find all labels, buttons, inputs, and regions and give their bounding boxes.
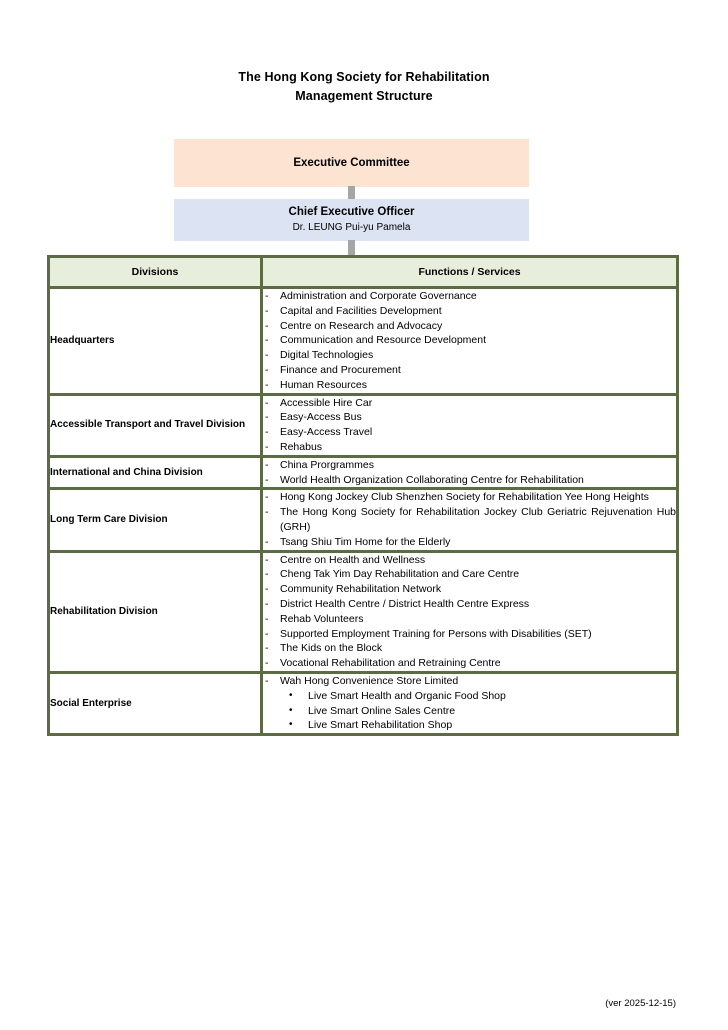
list-item: - Administration and Corporate Governance — [263, 289, 676, 304]
functions-list — [263, 674, 676, 689]
list-item: - Centre on Research and Advocacy — [263, 319, 676, 334]
ceo-title-label: Chief Executive Officer — [288, 206, 415, 218]
list-item: - Capital and Facilities Development — [263, 304, 676, 319]
list-item: - Hong Kong Jockey Club Shenzhen Society for Rehabilitation Yee Hong Heights — [263, 490, 676, 505]
list-item: - Rehab Volunteers — [263, 612, 676, 627]
list-item: - Cheng Tak Yim Day Rehabilitation and Care Centre — [263, 567, 676, 582]
functions-list — [263, 289, 676, 393]
list-item: - Communication and Resource Development — [263, 333, 676, 348]
title-line-1: The Hong Kong Society for Rehabilitation — [238, 70, 490, 84]
list-item: - Finance and Procurement — [263, 363, 676, 378]
division-name: Long Term Care Division — [49, 489, 262, 551]
list-item — [263, 505, 676, 535]
functions-sub-list — [263, 689, 676, 733]
column-header-functions: Functions / Services — [262, 257, 678, 288]
list-item: - Digital Technologies — [263, 348, 676, 363]
list-item: - Easy-Access Travel — [263, 425, 676, 440]
table-row — [49, 288, 678, 395]
ceo-person-name: Dr. LEUNG Pui-yu Pamela — [292, 222, 411, 233]
sub-list-item: • Live Smart Rehabilitation Shop — [263, 718, 676, 733]
list-item: - Accessible Hire Car — [263, 396, 676, 411]
table-row — [49, 672, 678, 734]
division-name: International and China Division — [49, 456, 262, 489]
list-item: - Wah Hong Convenience Store Limited — [263, 674, 676, 689]
executive-committee-box — [174, 139, 529, 187]
table-row — [49, 551, 678, 672]
list-item-text: - The Hong Kong Society for Rehabilitation Jockey Club Geriatric Rejuvenation Hub (GRH) — [280, 506, 676, 533]
list-item: - World Health Organization Collaborating Centre for Rehabilitation — [263, 473, 676, 488]
functions-cell — [262, 489, 678, 551]
list-item: - District Health Centre / District Health Centre Express — [263, 597, 676, 612]
division-name: Social Enterprise — [49, 672, 262, 734]
division-name: Rehabilitation Division — [49, 551, 262, 672]
functions-cell — [262, 672, 678, 734]
functions-cell — [262, 288, 678, 395]
connector-exec-to-ceo — [348, 186, 355, 200]
column-header-divisions: Divisions — [49, 257, 262, 288]
sub-list-item: • Live Smart Health and Organic Food Shop — [263, 689, 676, 704]
list-item: - Community Rehabilitation Network — [263, 582, 676, 597]
version-label: (ver 2025-12-15) — [605, 998, 676, 1009]
list-item: - Rehabus — [263, 440, 676, 455]
table-header-row — [49, 257, 678, 288]
functions-list — [263, 490, 676, 549]
sub-list-item: • Live Smart Online Sales Centre — [263, 704, 676, 719]
division-name: Accessible Transport and Travel Division — [49, 394, 262, 456]
functions-list — [263, 396, 676, 455]
division-name: Headquarters — [49, 288, 262, 395]
executive-committee-label: Executive Committee — [293, 157, 410, 169]
divisions-table — [47, 255, 679, 736]
list-item: - Vocational Rehabilitation and Retraining Centre — [263, 656, 676, 671]
list-item: - The Kids on the Block — [263, 641, 676, 656]
page-title — [0, 68, 728, 106]
connector-ceo-to-table — [348, 240, 355, 256]
list-item: - Easy-Access Bus — [263, 410, 676, 425]
table-row — [49, 489, 678, 551]
table-row — [49, 456, 678, 489]
functions-cell — [262, 394, 678, 456]
functions-cell — [262, 456, 678, 489]
chief-executive-officer-box — [174, 199, 529, 241]
table-row — [49, 394, 678, 456]
list-item: - China Prorgrammes — [263, 458, 676, 473]
functions-list — [263, 553, 676, 671]
list-item: - Supported Employment Training for Persons with Disabilities (SET) — [263, 627, 676, 642]
title-line-2: Management Structure — [295, 89, 433, 103]
list-item: - Human Resources — [263, 378, 676, 393]
list-item: - Tsang Shiu Tim Home for the Elderly — [263, 535, 676, 550]
functions-list — [263, 458, 676, 488]
functions-cell — [262, 551, 678, 672]
list-item: - Centre on Health and Wellness — [263, 553, 676, 568]
